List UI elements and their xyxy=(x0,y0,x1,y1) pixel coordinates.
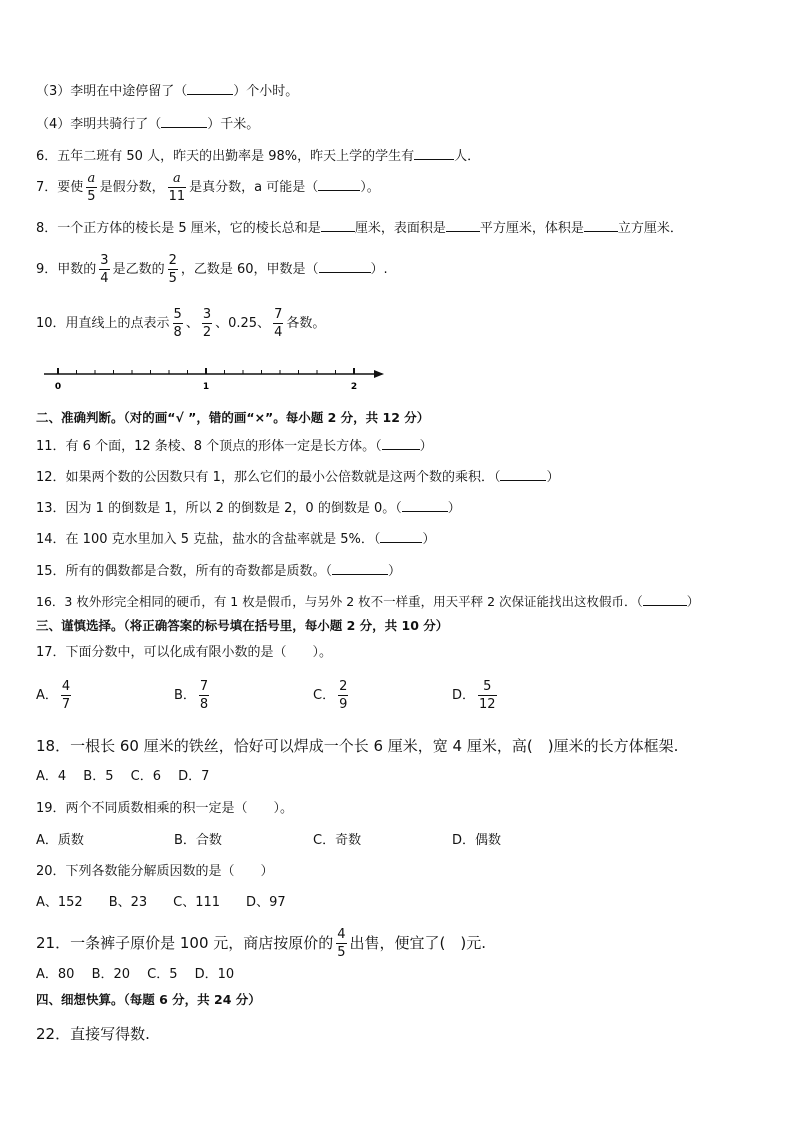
section-4-heading: 四、细想快算。（每题 6 分，共 24 分） xyxy=(36,992,261,1007)
answer-blank[interactable] xyxy=(500,467,546,481)
question-20: 20．下列各数能分解质因数的是（ ） xyxy=(36,864,274,879)
fraction: $\frac{a}{11}$ xyxy=(168,171,186,204)
question-17: 17．下面分数中，可以化成有限小数的是（ ）。 xyxy=(36,645,333,660)
answer-blank[interactable] xyxy=(584,218,618,232)
question-11: 11．有 6 个面，12 条棱、8 个顶点的形体一定是长方体。（ ） xyxy=(36,436,433,456)
fraction: $\frac{a}{5}$ xyxy=(87,171,96,204)
question-18: 18．一根长 60 厘米的铁丝，恰好可以焊成一个长 6 厘米，宽 4 厘米，高( )厘米的长方体框架. xyxy=(36,737,679,755)
option-c[interactable]: C．奇数 xyxy=(313,833,362,848)
fraction: $\frac{4}{5}$ xyxy=(337,927,346,960)
question-16: 16．3 枚外形完全相同的硬币，有 1 枚是假币，与另外 2 枚不一样重，用天平秤 2 次保证能找出这枚假币．（ ） xyxy=(36,594,700,609)
fraction: $\frac{2}{5}$ xyxy=(168,253,177,286)
question-21: 21．一条裤子原价是 100 元，商店按原价的 $\frac{4}{5}$ 出售，便宜了( )元. xyxy=(36,927,487,960)
question-4: （4）李明共骑行了（ ）千米。 xyxy=(36,114,259,134)
option-b[interactable]: B． $\frac{7}{8}$ xyxy=(174,679,209,712)
question-22: 22．直接写得数. xyxy=(36,1025,150,1043)
fraction: $\frac{3}{2}$ xyxy=(202,307,212,340)
fraction: $\frac{3}{4}$ xyxy=(100,253,109,286)
answer-blank[interactable] xyxy=(161,114,207,128)
question-18-options[interactable]: A．4 B．5 C．6 D．7 xyxy=(36,769,210,784)
question-19: 19．两个不同质数相乘的积一定是（ ）。 xyxy=(36,801,294,816)
answer-blank[interactable] xyxy=(380,529,422,543)
question-8: 8．一个正方体的棱长是 5 厘米，它的棱长总和是 厘米，表面积是 平方厘米，体积是 立方厘米． xyxy=(36,218,683,238)
answer-blank[interactable] xyxy=(446,218,480,232)
option-a[interactable]: A． $\frac{4}{7}$ xyxy=(36,679,71,712)
question-7: 7．要使 $\frac{a}{5}$ 是假分数， $\frac{a}{11}$ 是真分数，a 可能是（ ）。 xyxy=(36,171,380,204)
answer-blank[interactable] xyxy=(382,436,420,450)
answer-blank[interactable] xyxy=(402,498,448,512)
question-6: 6．五年二班有 50 人，昨天的出勤率是 98%，昨天上学的学生有 人． xyxy=(36,146,480,166)
fraction: $\frac{5}{8}$ xyxy=(173,307,182,340)
question-14: 14．在 100 克水里加入 5 克盐，盐水的含盐率就是 5%．（ ） xyxy=(36,529,435,549)
answer-blank[interactable] xyxy=(319,259,371,273)
question-21-options[interactable]: A．80 B．20 C．5 D．10 xyxy=(36,967,235,982)
arrow-icon xyxy=(374,370,384,378)
tick-label-2: 2 xyxy=(350,382,358,392)
question-10: 10．用直线上的点表示 $\frac{5}{8}$ 、 $\frac{3}{2}$ 、0.25、 $\frac{7}{4}$ 各数。 xyxy=(36,307,326,340)
answer-blank[interactable] xyxy=(321,218,355,232)
section-2-heading: 二、准确判断。（对的画“√ ”，错的画“×”。每小题 2 分，共 12 分） xyxy=(36,410,430,425)
fraction: $\frac{7}{4}$ xyxy=(274,307,283,340)
question-3: （3）李明在中途停留了（ ）个小时。 xyxy=(36,81,298,101)
answer-blank[interactable] xyxy=(318,177,360,191)
tick-label-1: 1 xyxy=(202,382,210,392)
option-a[interactable]: A．质数 xyxy=(36,833,84,848)
tick-label-0: 0 xyxy=(54,382,62,392)
option-c[interactable]: C． $\frac{2}{9}$ xyxy=(313,679,348,712)
tick-marks xyxy=(58,368,354,374)
question-12: 12．如果两个数的公因数只有 1，那么它们的最小公倍数就是这两个数的乘积．（ ） xyxy=(36,467,559,487)
question-13: 13．因为 1 的倒数是 1，所以 2 的倒数是 2，0 的倒数是 0。（ ） xyxy=(36,498,461,518)
question-15: 15．所有的偶数都是合数，所有的奇数都是质数。（ ） xyxy=(36,561,401,581)
option-b[interactable]: B．合数 xyxy=(174,833,222,848)
option-d[interactable]: D．偶数 xyxy=(452,833,502,848)
option-d[interactable]: D． $\frac{5}{12}$ xyxy=(452,679,496,712)
number-line xyxy=(40,364,390,394)
answer-blank[interactable] xyxy=(414,146,454,160)
question-20-options[interactable]: A、152 B、23 C、111 D、97 xyxy=(36,895,286,910)
answer-blank[interactable] xyxy=(332,561,388,575)
answer-blank[interactable] xyxy=(187,81,233,95)
section-3-heading: 三、谨慎选择。（将正确答案的标号填在括号里，每小题 2 分，共 10 分） xyxy=(36,618,449,633)
answer-blank[interactable] xyxy=(643,592,687,606)
question-9: 9．甲数的 $\frac{3}{4}$ 是乙数的 $\frac{2}{5}$ ，乙数是 60，甲数是（ ）. xyxy=(36,253,388,286)
